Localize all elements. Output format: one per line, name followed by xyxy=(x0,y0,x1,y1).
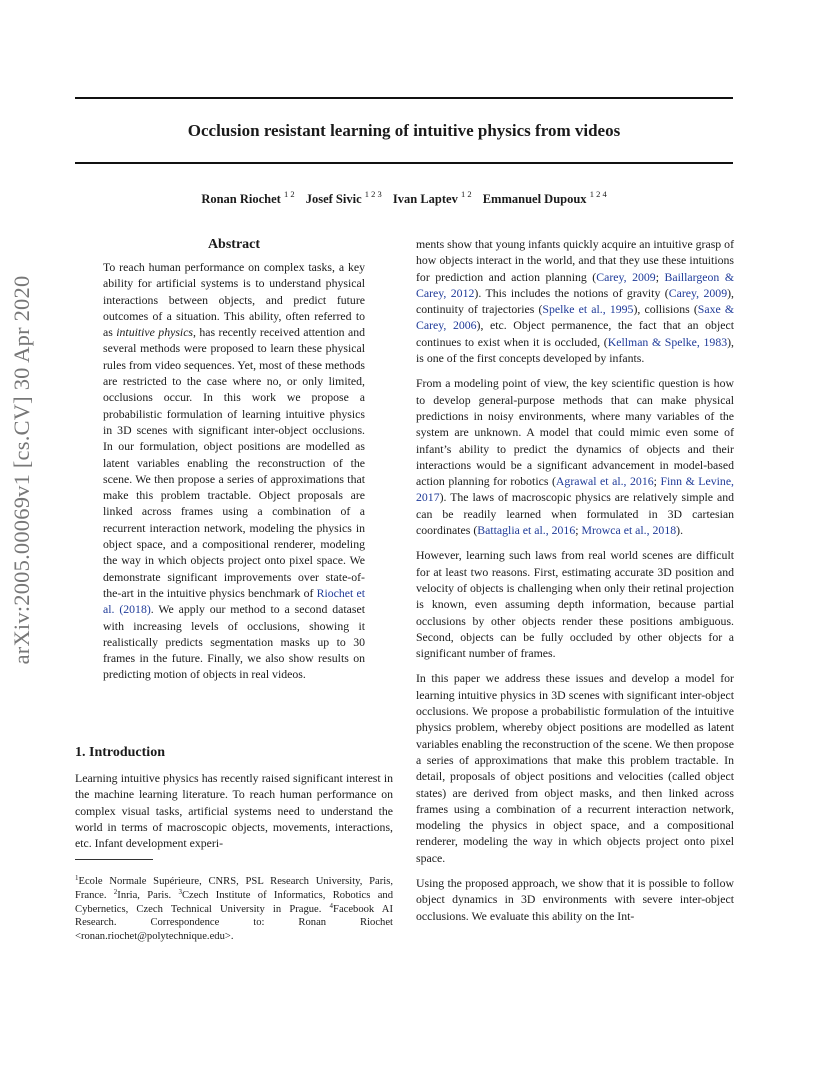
intro-paragraph: However, learning such laws from real world scenes are difficult for at least two reasons. First, estimating accurate 3D position and velocity of objects is challenging when only their retinal projection is known, even assuming depth information, because partial occlusions by other objects render these positions ambiguous. Second, objects can be fully occluded by other objects for a significant number of frames. xyxy=(416,548,734,661)
author-affiliation: 1 2 xyxy=(283,189,295,199)
abstract-emphasis: intuitive physics xyxy=(116,325,194,340)
abstract-segment: . We apply our method to a second dataset with increasing levels of occlusions, showing it realistically predicts segmentation masks up to 30 frames in the future. Finally, we also show results on predicting motion of objects in real videos. xyxy=(103,602,365,682)
footnote-marker: 3 xyxy=(178,887,182,896)
abstract-text xyxy=(103,259,365,683)
text-segment: ; xyxy=(575,523,582,538)
footnote-marker: 4 xyxy=(329,901,334,910)
citation-link[interactable]: Battaglia et al., 2016 xyxy=(477,523,576,538)
text-segment: ), etc. Object permanence, the fact that an object continues to exist when it is occluded, ( xyxy=(416,318,734,349)
title-rule-bottom xyxy=(75,162,733,164)
author-name: Ronan Riochet xyxy=(201,192,281,206)
left-column xyxy=(75,236,393,683)
author-affiliation: 1 2 4 xyxy=(589,189,607,199)
author xyxy=(392,189,472,206)
paper-title: Occlusion resistant learning of intuitive physics from videos xyxy=(187,121,621,140)
abstract-segment: To reach human performance on complex tasks, a key ability for artificial systems is to understand physical interactions between objects, and predict future outcomes of a situation. This ability, often referred to as xyxy=(103,260,365,340)
citation-link[interactable]: Kellman & Spelke, 1983 xyxy=(607,334,728,349)
citation-link[interactable]: Agrawal et al., 2016 xyxy=(555,474,654,489)
text-segment: ments show that young infants quickly acquire an intuitive grasp of how objects interact in the world, and that they use these intuitions for prediction and action planning ( xyxy=(416,237,734,284)
citation-link[interactable]: Saxe & Carey, 2006 xyxy=(416,302,735,333)
citation-link[interactable]: Riochet et al. (2018) xyxy=(103,585,365,617)
text-segment: ), continuity of trajectories ( xyxy=(416,285,734,317)
affiliations-footnote xyxy=(75,875,393,944)
author-affiliation: 1 2 xyxy=(460,189,472,199)
arxiv-identifier: arXiv:2005.00069v1 [cs.CV] 30 Apr 2020 xyxy=(9,275,34,665)
citation-link[interactable]: Carey, 2009 xyxy=(596,269,656,284)
abstract-heading: Abstract xyxy=(207,237,261,252)
citation-link[interactable]: Finn & Levine, 2017 xyxy=(416,474,734,505)
footnote-marker: 1 xyxy=(75,874,79,882)
text-segment: ), is one of the first concepts developed by infants. xyxy=(416,334,735,366)
author-name: Josef Sivic xyxy=(305,192,362,206)
intro-paragraph: Learning intuitive physics has recently raised significant interest in the machine learning literature. To reach human performance on complex visual tasks, artificial systems need to understand the world in terms of macroscopic objects, movements, interactions, etc. Infant development experi- xyxy=(75,771,393,851)
footnote-segment: Czech Institute of Informatics, Robotics and Cybernetics, Czech Technical University in Prague. xyxy=(75,889,394,915)
citation-link[interactable]: Spelke et al., 1995 xyxy=(542,302,634,317)
section-heading-introduction: 1. Introduction xyxy=(75,745,165,760)
intro-paragraph: Using the proposed approach, we show that it is possible to follow object dynamics in 3D environments with severe inter-object occlusions. We evaluate this ability on the Int- xyxy=(416,875,734,923)
text-segment: ), collisions ( xyxy=(633,302,698,317)
text-segment: ). xyxy=(676,523,684,538)
citation-link[interactable]: Carey, 2009 xyxy=(668,285,728,300)
text-segment: ). This includes the notions of gravity ( xyxy=(474,285,669,300)
right-column xyxy=(416,236,734,933)
footnote-segment: Facebook AI Research. Correspondence to: Ronan Riochet <ronan.riochet@polytechnique.edu>. xyxy=(75,903,393,943)
author xyxy=(201,189,295,206)
abstract-segment: , has recently received attention and several methods were proposed to learn these physical rules from video sequences. Yet, most of these methods are restricted to the case where no, or only limited, occlusions occur. In this work we propose a probabilistic formulation of learning intuitive physics in 3D scenes with significant inter-object occlusions. In our formulation, object positions are modelled as latent variables enabling the reconstruction of the scene. We then propose a series of approximations that make this problem tractable. Object proposals are linked across frames using a combination of a recurrent interaction network, modeling the physics in object space, and a compositional renderer, modeling the way in which objects project onto pixel space. We demonstrate significant improvements over state-of-the-art in the intuitive physics benchmark of xyxy=(103,325,365,600)
title-rule-top xyxy=(75,97,733,99)
citation-link[interactable]: Mrowca et al., 2018 xyxy=(581,523,677,538)
footnote-rule xyxy=(75,859,153,860)
text-segment: From a modeling point of view, the key scientific question is how to develop general-purpose methods that can make physical predictions in noisy environments, where many variables of the system are unknown. A model that could mimic even some of infant’s ability to predict the dynamics of objects and their interactions would be a significant advancement in model-based action planning for robotics ( xyxy=(416,376,734,489)
intro-paragraph: In this paper we address these issues and develop a model for learning intuitive physics in 3D scenes with significant inter-object occlusions. We propose a probabilistic formulation of the intuitive physics problem, whereby object positions are modelled as latent variables enabling the reconstruction of the scene. We then propose a series of approximations that make this problem tractable. In detail, proposals of object positions and velocities (called object states) are derived from object masks, and then linked across frames using a combination of a recurrent interaction network, modeling the physics in object space, and a compositional renderer, modeling the way in which objects project onto pixel space. xyxy=(416,671,734,865)
text-segment: ; xyxy=(653,474,661,489)
author-list xyxy=(75,191,733,207)
footnote-segment: Ecole Normale Supérieure, CNRS, PSL Research University, Paris, France. xyxy=(75,876,393,901)
citation-link[interactable]: Baillargeon & Carey, 2012 xyxy=(416,269,734,300)
intro-paragraph xyxy=(416,375,734,538)
text-segment: ; xyxy=(655,269,665,284)
author-affiliation: 1 2 3 xyxy=(364,189,382,199)
author xyxy=(305,189,382,206)
text-segment: ). The laws of macroscopic physics are relatively simple and can be readily learned when formulated in 3D cartesian coordinates ( xyxy=(416,490,734,538)
author-name: Emmanuel Dupoux xyxy=(482,192,587,206)
footnote-segment: Inria, Paris. xyxy=(117,889,179,901)
intro-paragraph xyxy=(416,236,734,366)
author xyxy=(482,189,607,206)
author-name: Ivan Laptev xyxy=(392,192,458,206)
footnote-marker: 2 xyxy=(113,887,118,896)
